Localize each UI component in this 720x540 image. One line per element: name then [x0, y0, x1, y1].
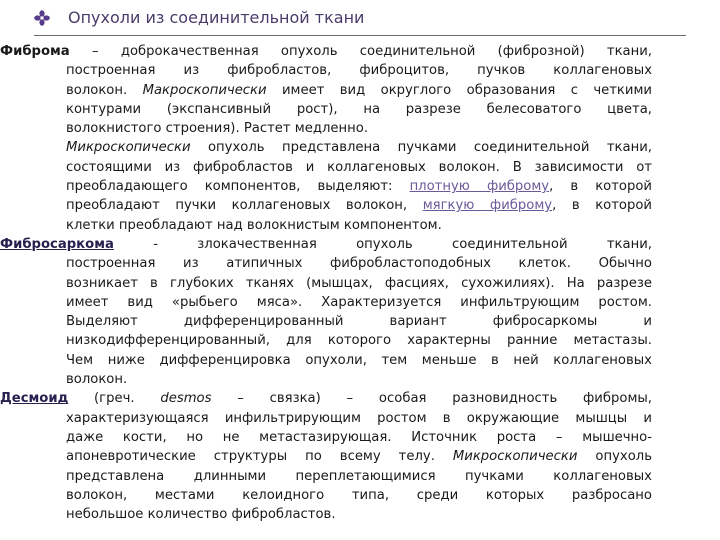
fibrosarcoma-line-1 [0, 235, 652, 254]
link-soft-fibroma[interactable]: мягкую фиброму [422, 198, 553, 214]
desmoid-line-6: волокон, местами келоидного типа, среди которых разбросано [66, 487, 652, 503]
text: , в которой [552, 198, 652, 214]
fibroma-line-8 [66, 177, 652, 196]
desmoid-line-5: представлена длинными переплетающимися пучками коллагеновых [66, 468, 652, 484]
title-divider [34, 35, 686, 36]
term-fibroma: Фиброма [0, 44, 70, 59]
text: – доброкачественная опухоль соединительной (фиброзной) ткани, [69, 44, 652, 59]
fibroma-line-7: состоящими из фибробластов и коллагеновых волокон. В зависимости от [66, 159, 652, 175]
term-desmoid[interactable]: Десмоид [0, 391, 69, 407]
slide-header [34, 8, 364, 27]
desmoid-line-3: даже кости, но не метастазирующая. Источник роста – мышечно- [66, 429, 652, 445]
text-italic: Микроскопически [452, 449, 578, 465]
text: - злокачественная опухоль соединительной ткани, [113, 236, 652, 252]
fibroma-line-9 [66, 196, 652, 215]
term-fibrosarcoma[interactable]: Фибросаркома [0, 236, 114, 252]
fibroma-line-3 [66, 81, 652, 100]
text: преобладающего компонентов, выделяют: [66, 179, 410, 195]
fibrosarcoma-line-6: низкодифференцированный, для которого характерны ранние метастазы. [66, 333, 652, 349]
text: преобладают пучки коллагеновых волокон, [66, 198, 423, 214]
entry-fibroma [0, 42, 652, 235]
fibrosarcoma-line-7: Чем ниже дифференцировка опухоли, тем меньше в ней коллагеновых [66, 352, 652, 368]
text: , в которой [549, 179, 652, 195]
text-italic: Микроскопически [66, 140, 191, 156]
fibrosarcoma-line-2: построенная из атипичных фибробластоподобных клеток. Обычно [66, 256, 652, 272]
text: волокон. [66, 82, 143, 98]
text: (греч. [68, 391, 161, 407]
fibroma-line-4: контурами (экспансивный рост), на разрезе белесоватого цвета, [66, 101, 652, 117]
link-dense-fibroma[interactable]: плотную фиброму [409, 179, 550, 195]
text: опухоль [577, 449, 652, 465]
text: имеет вид округлого образования с четкими [266, 82, 652, 98]
diamond-bullet-icon [34, 10, 50, 26]
text: – связка) – особая разновидность фибромы, [211, 391, 652, 407]
desmoid-line-1 [0, 389, 652, 408]
slide-title: Опухоли из соединительной ткани [68, 8, 365, 27]
entry-desmoid [0, 389, 652, 524]
entry-fibrosarcoma [0, 235, 652, 389]
fibrosarcoma-line-8: волокон. [66, 372, 128, 388]
text-italic: desmos [160, 391, 212, 407]
fibrosarcoma-line-5: Выделяют дифференцированный вариант фибросаркомы и [66, 314, 652, 330]
fibroma-line-1 [0, 42, 652, 61]
desmoid-line-4 [66, 447, 652, 466]
fibrosarcoma-line-4: имеет вид «рыбьего мяса». Характеризуется инфильтрующим ростом. [66, 294, 652, 310]
fibroma-line-10: клетки преобладают над волокнистым компонентом. [66, 217, 442, 233]
desmoid-line-7: небольшое количество фибробластов. [66, 507, 336, 523]
desmoid-line-2: характеризующаяся инфильтрирующим ростом в окружающие мышцы и [66, 410, 652, 426]
text: опухоль представлена пучками соединительной ткани, [190, 140, 652, 156]
text-italic: Макроскопически [142, 82, 267, 98]
fibroma-line-6 [66, 138, 652, 157]
text: апоневротические структуры по всему телу. [66, 449, 453, 465]
slide-body [0, 42, 652, 524]
fibroma-line-5: волокнистого строения). Растет медленно. [66, 121, 369, 137]
fibroma-line-2: построенная из фибробластов, фиброцитов, пучков коллагеновых [66, 63, 652, 79]
fibrosarcoma-line-3: возникает в глубоких тканях (мышцах, фасциях, сухожилиях). На разрезе [66, 275, 652, 291]
